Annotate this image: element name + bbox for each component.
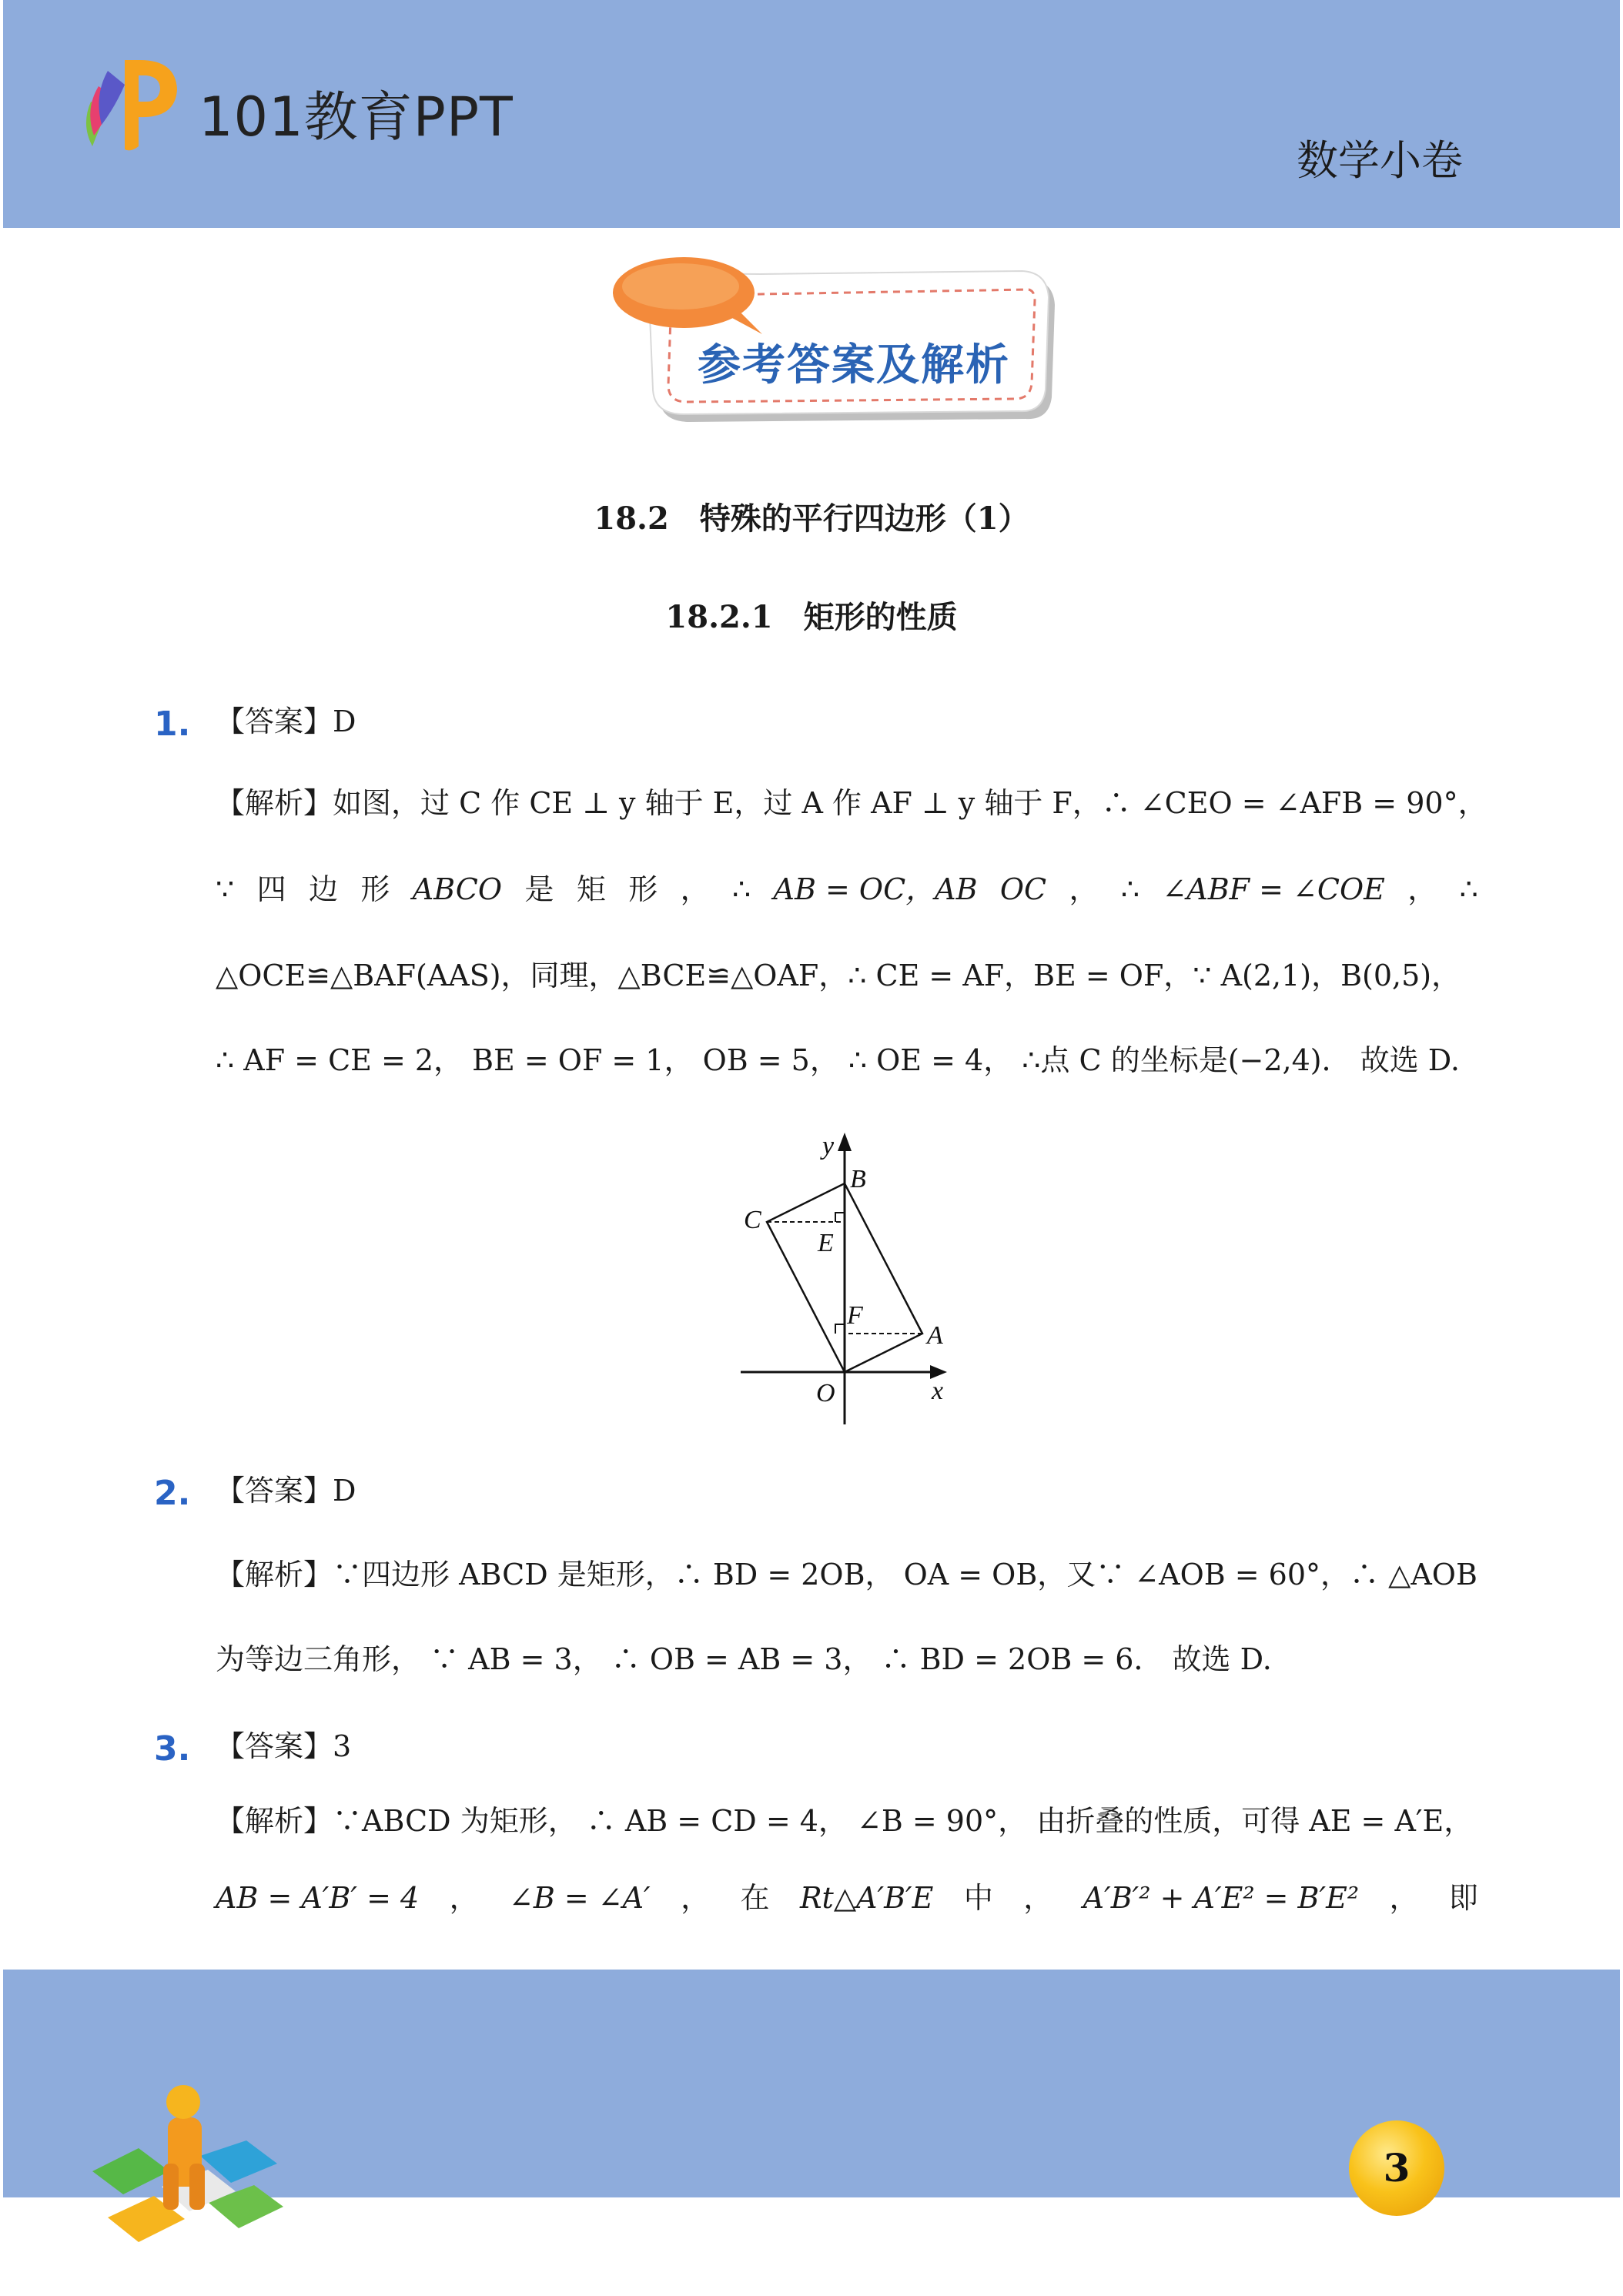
- label-c: C: [744, 1206, 761, 1234]
- answer-line: 【答案】D: [216, 1474, 356, 1508]
- text-token: 矩: [576, 872, 606, 906]
- label-b: B: [850, 1165, 866, 1193]
- solution-line: 【解析】∵四边形 ABCD 是矩形，∴ BD = 2OB， OA = OB，又∵ ∠AOB = 60°，∴ △AOB: [216, 1558, 1477, 1591]
- text-token: ，: [680, 872, 710, 906]
- label-f: F: [847, 1301, 863, 1330]
- section-title: 18.2 特殊的平行四边形（1）: [594, 500, 1029, 537]
- text-token: ，: [1407, 872, 1437, 906]
- solution-line: 【解析】如图，过 C 作 CE ⊥ y 轴于 E，过 A 作 AF ⊥ y 轴于 F，∴ ∠CEO = ∠AFB = 90°，: [216, 786, 1487, 820]
- text-token: ，: [681, 1881, 711, 1915]
- text-token: A′B′² + A′E² = B′E²: [1083, 1881, 1360, 1915]
- text-token: 在: [740, 1881, 770, 1915]
- text-token: ∠ABF = ∠COE: [1162, 872, 1385, 906]
- right-angle-e: [835, 1213, 845, 1222]
- text-token: 即: [1448, 1881, 1478, 1915]
- logo-icon: [77, 55, 185, 156]
- text-token: ，: [449, 1881, 479, 1915]
- doc-type-label: 数学小卷: [1297, 136, 1463, 185]
- mascot-icon: [85, 2071, 293, 2256]
- label-y: y: [822, 1132, 835, 1160]
- section-subtitle: 18.2.1 矩形的性质: [665, 599, 958, 635]
- text-token: ∵: [216, 872, 235, 906]
- text-token: ∴: [731, 872, 751, 906]
- text-token: 形: [628, 872, 658, 906]
- text-token: ，: [1023, 1881, 1053, 1915]
- text-token: 是: [524, 872, 554, 906]
- label-e: E: [818, 1229, 834, 1257]
- text-token: 中: [963, 1881, 993, 1915]
- logo-text: 101教育PPT: [199, 85, 514, 149]
- coordinate-figure: [731, 1120, 962, 1428]
- y-axis-arrow: [838, 1133, 852, 1151]
- label-x: x: [932, 1377, 944, 1405]
- text-token: ∴: [1120, 872, 1140, 906]
- banner-title: 参考答案及解析: [698, 340, 1010, 390]
- text-token: AB = OC，AB: [773, 872, 978, 906]
- text-token: ∠B = ∠A′: [509, 1881, 651, 1915]
- text-token: ∴: [1459, 872, 1478, 906]
- label-a: A: [927, 1321, 943, 1350]
- text-token: 四: [256, 872, 286, 906]
- question-number: 1.: [154, 705, 191, 744]
- solution-line: [216, 1883, 1478, 1913]
- solution-line: 【解析】∵ABCD 为矩形， ∴ AB = CD = 4， ∠B = 90°， 由折叠的性质，可得 AE = A′E，: [216, 1804, 1474, 1838]
- solution-line: [216, 872, 1478, 906]
- page-number: 3: [1383, 2145, 1411, 2191]
- label-o: O: [816, 1379, 835, 1407]
- question-number: 2.: [154, 1474, 191, 1513]
- text-token: 边: [308, 872, 338, 906]
- text-token: ，: [1069, 872, 1099, 906]
- answer-line: 【答案】3: [216, 1729, 352, 1763]
- text-token: ABCO: [412, 872, 503, 906]
- text-token: Rt△A′B′E: [799, 1881, 934, 1915]
- answer-line: 【答案】D: [216, 705, 356, 738]
- question-number: 3.: [154, 1729, 191, 1769]
- solution-line: △OCE≌△BAF(AAS)，同理，△BCE≌△OAF，∴ CE = AF，BE = OF，∵ A(2,1)，B(0,5)，: [216, 959, 1461, 992]
- text-token: 形: [360, 872, 390, 906]
- text-token: ，: [1389, 1881, 1419, 1915]
- right-angle-f: [835, 1324, 845, 1334]
- solution-line: ∴ AF = CE = 2， BE = OF = 1， OB = 5， ∴ OE = 4， ∴点 C 的坐标是(−2,4)． 故选 D.: [216, 1043, 1460, 1077]
- solution-line: 为等边三角形， ∵ AB = 3， ∴ OB = AB = 3， ∴ BD = 2OB = 6． 故选 D.: [216, 1642, 1272, 1676]
- text-token: OC: [999, 872, 1047, 906]
- text-token: AB = A′B′ = 4: [216, 1881, 420, 1915]
